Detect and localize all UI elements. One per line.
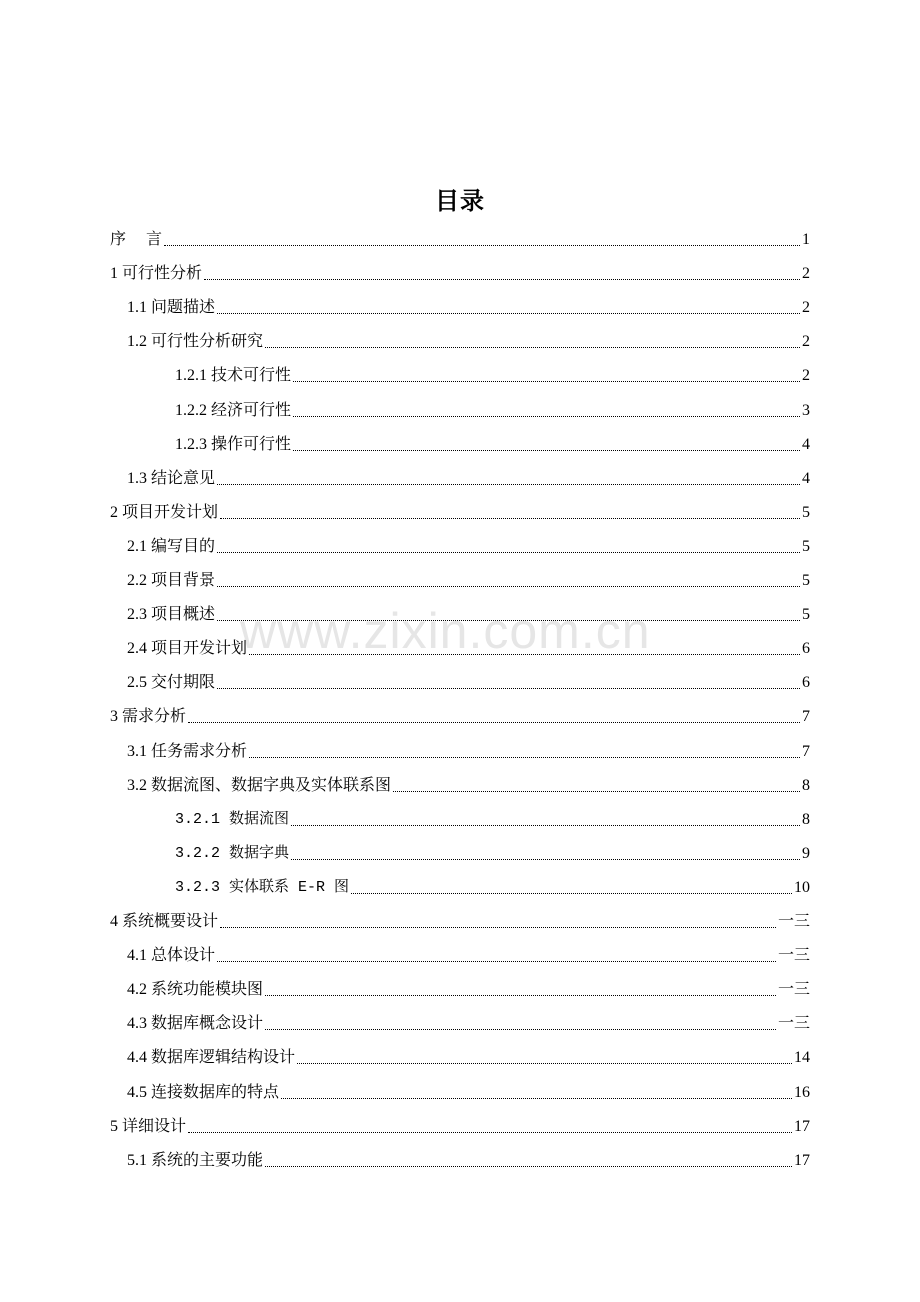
toc-entry[interactable] <box>110 908 810 932</box>
dot-leader <box>217 586 800 587</box>
dot-leader <box>293 450 800 451</box>
toc-entry-label: 4.5 连接数据库的特点 <box>127 1083 280 1101</box>
toc-entry-label: 4.3 数据库概念设计 <box>127 1015 264 1033</box>
toc-entry[interactable] <box>127 601 810 625</box>
dot-leader <box>297 1063 792 1064</box>
dot-leader <box>291 825 800 826</box>
toc-entry-page-number: 5 <box>802 537 810 555</box>
toc-entry-label: 序 言 <box>110 231 163 248</box>
toc-entry-label: 1.2.1 技术可行性 <box>175 367 292 385</box>
toc-entry-label: 4.1 总体设计 <box>127 947 216 965</box>
dot-leader <box>188 722 800 723</box>
toc-entry-page-number: 5 <box>802 572 810 589</box>
toc-entry[interactable] <box>127 328 810 352</box>
toc-entry-label: 3.2.3 实体联系 E-R 图 <box>175 878 350 896</box>
toc-entry[interactable] <box>175 362 810 386</box>
toc-entry[interactable] <box>127 1010 810 1034</box>
toc-entry[interactable] <box>175 806 810 830</box>
toc-entry-page-number: 一三 <box>777 1015 810 1033</box>
toc-entry-page-number: 9 <box>802 844 810 862</box>
toc-entry-label: 3.2.2 数据字典 <box>175 844 290 862</box>
toc-entry[interactable] <box>127 669 810 693</box>
toc-entry[interactable] <box>127 567 810 591</box>
toc-entry[interactable] <box>127 1044 810 1068</box>
toc-entry-label: 1 可行性分析 <box>110 265 203 283</box>
toc-entry-label: 4.2 系统功能模块图 <box>127 981 264 999</box>
toc-entry-page-number: 4 <box>802 469 810 487</box>
dot-leader <box>164 245 800 246</box>
toc-entry-page-number: 2 <box>802 265 810 283</box>
toc-entry-page-number: 17 <box>794 1117 810 1135</box>
toc-entry-page-number: 2 <box>802 367 810 385</box>
toc-entry[interactable] <box>110 1113 810 1137</box>
toc-entry-label: 3 需求分析 <box>110 708 187 726</box>
toc-entry[interactable] <box>127 772 810 796</box>
toc-entry-label: 2.2 项目背景 <box>127 572 216 589</box>
toc-entry[interactable] <box>127 465 810 489</box>
toc-entry-label: 3.2 数据流图、数据字典及实体联系图 <box>127 776 392 794</box>
toc-entry-page-number: 6 <box>802 640 810 658</box>
toc-entry[interactable] <box>127 942 810 966</box>
toc-entry[interactable] <box>175 874 810 898</box>
toc-entry-page-number: 14 <box>794 1049 810 1067</box>
toc-entry-page-number: 8 <box>802 776 810 794</box>
toc-entry-label: 3.1 任务需求分析 <box>127 742 248 760</box>
toc-entry-page-number: 16 <box>794 1083 810 1101</box>
dot-leader <box>351 893 792 894</box>
dot-leader <box>220 927 776 928</box>
toc-entry-label: 1.1 问题描述 <box>127 299 216 317</box>
toc-entry-label: 2 项目开发计划 <box>110 503 219 521</box>
toc-entry-page-number: 7 <box>802 742 810 760</box>
dot-leader <box>249 757 800 758</box>
toc-entry[interactable] <box>127 738 810 762</box>
toc-entry[interactable] <box>175 840 810 864</box>
toc-entry-page-number: 6 <box>802 674 810 692</box>
dot-leader <box>204 279 800 280</box>
toc-entry[interactable] <box>127 1147 810 1171</box>
toc-entry-page-number: 10 <box>794 878 810 896</box>
toc-entry-label: 2.4 项目开发计划 <box>127 640 248 658</box>
toc-entry-label: 3.2.1 数据流图 <box>175 810 290 828</box>
toc-entry-label: 5 详细设计 <box>110 1117 187 1135</box>
toc-entry-label: 4 系统概要设计 <box>110 913 219 930</box>
toc-entry-label: 2.1 编写目的 <box>127 537 216 555</box>
toc-entry-page-number: 一三 <box>777 913 810 930</box>
dot-leader <box>265 1029 776 1030</box>
toc-title: 目录 <box>435 189 485 215</box>
dot-leader <box>217 688 800 689</box>
toc-entry-page-number: 2 <box>802 333 810 351</box>
toc-entry-label: 1.2 可行性分析研究 <box>127 333 264 351</box>
toc-entry[interactable] <box>110 499 810 523</box>
dot-leader <box>291 859 800 860</box>
toc-entry-page-number: 5 <box>802 503 810 521</box>
dot-leader <box>220 518 800 519</box>
toc-entry-label: 2.3 项目概述 <box>127 606 216 624</box>
toc-entry-page-number: 17 <box>794 1151 810 1169</box>
toc-entry-label: 1.2.2 经济可行性 <box>175 401 292 419</box>
dot-leader <box>281 1098 792 1099</box>
toc-entry-page-number: 一三 <box>777 947 810 965</box>
toc-entry-page-number: 4 <box>802 435 810 453</box>
dot-leader <box>393 791 800 792</box>
toc-entry-page-number: 一三 <box>777 981 810 999</box>
toc-entry-page-number: 8 <box>802 810 810 828</box>
dot-leader <box>293 381 800 382</box>
dot-leader <box>217 961 776 962</box>
dot-leader <box>217 313 800 314</box>
toc-entry-label: 2.5 交付期限 <box>127 674 216 692</box>
dot-leader <box>217 620 800 621</box>
toc-entry-page-number: 1 <box>802 231 810 248</box>
dot-leader <box>265 347 800 348</box>
toc-entry[interactable] <box>110 703 810 727</box>
toc-entry[interactable] <box>127 533 810 557</box>
dot-leader <box>265 1166 792 1167</box>
toc-entry-label: 1.3 结论意见 <box>127 469 216 487</box>
toc-entry-page-number: 7 <box>802 708 810 726</box>
toc-entry-page-number: 3 <box>802 401 810 419</box>
toc-entry-label: 5.1 系统的主要功能 <box>127 1151 264 1169</box>
toc-entry-label: 4.4 数据库逻辑结构设计 <box>127 1049 296 1067</box>
dot-leader <box>217 484 800 485</box>
toc-entry-page-number: 2 <box>802 299 810 317</box>
dot-leader <box>217 552 800 553</box>
toc-entry[interactable] <box>127 635 810 659</box>
toc-entry[interactable] <box>110 260 810 284</box>
toc-entry[interactable] <box>110 226 810 250</box>
dot-leader <box>293 416 800 417</box>
toc-entry[interactable] <box>127 294 810 318</box>
toc-entry-page-number: 5 <box>802 606 810 624</box>
dot-leader <box>188 1132 792 1133</box>
toc-entry[interactable] <box>127 1079 810 1103</box>
dot-leader <box>249 654 800 655</box>
dot-leader <box>265 995 776 996</box>
toc-entry[interactable] <box>175 431 810 455</box>
watermark: www.zixin.com.cn <box>240 603 651 659</box>
toc-entry-label: 1.2.3 操作可行性 <box>175 435 292 453</box>
toc-entry[interactable] <box>175 397 810 421</box>
toc-entry[interactable] <box>127 976 810 1000</box>
